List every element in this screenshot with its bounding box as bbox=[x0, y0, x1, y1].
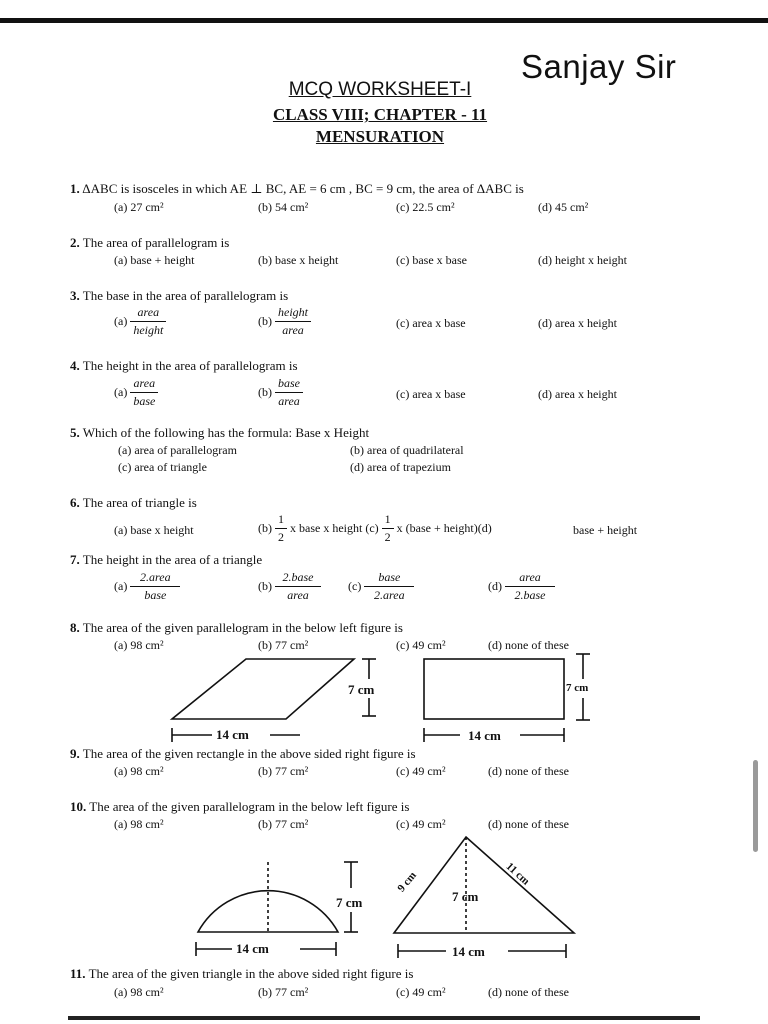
option-b[interactable]: (b) 77 cm² bbox=[258, 817, 309, 831]
fraction: $\frac{\text{2.area}}{\text{base}}$ bbox=[130, 570, 180, 603]
option-a[interactable]: (a) 98 cm² bbox=[114, 817, 164, 831]
triangle-height-label: 7 cm bbox=[452, 889, 479, 904]
semicircle-base-label: 14 cm bbox=[236, 941, 269, 956]
option-d[interactable]: (d) none of these bbox=[488, 764, 569, 778]
option-c[interactable]: (c) 49 cm² bbox=[396, 764, 446, 778]
question-number: 2. bbox=[70, 235, 80, 250]
parallelogram-base-label: 14 cm bbox=[216, 727, 249, 742]
brand-name: Sanjay Sir bbox=[521, 48, 677, 85]
question-number: 6. bbox=[70, 495, 80, 510]
question-text: The area of triangle is bbox=[82, 495, 197, 510]
parallelogram-shape bbox=[172, 659, 354, 719]
question-number: 1. bbox=[70, 181, 80, 196]
rectangle-height-label: 7 cm bbox=[566, 682, 589, 694]
question-number: 11. bbox=[70, 966, 86, 981]
worksheet-title: MCQ WORKSHEET-I bbox=[288, 79, 472, 100]
question-text: The area of the given parallelogram in the below left figure is bbox=[82, 620, 403, 635]
fraction: $\frac{1}{2}$ bbox=[382, 512, 394, 545]
class-chapter: CLASS VIII; CHAPTER - 11 bbox=[272, 105, 488, 124]
question-text: The height in the area of a triangle bbox=[82, 552, 263, 567]
rectangle-shape bbox=[424, 659, 564, 719]
option-c[interactable]: (c) base x base bbox=[396, 253, 467, 267]
option-d[interactable]: (d) $\frac{\text{area}}{\text{2.base}}$ bbox=[488, 570, 555, 603]
option-b[interactable]: (b) base x height bbox=[258, 253, 339, 267]
option-d[interactable]: (d) area of trapezium bbox=[350, 460, 451, 474]
subject-title: MENSURATION bbox=[315, 127, 445, 146]
option-b[interactable]: (b) 77 cm² bbox=[258, 638, 309, 652]
triangle-shape bbox=[394, 837, 574, 933]
option-d[interactable]: base + height bbox=[573, 523, 638, 537]
option-c[interactable]: (c) $\frac{\text{base}}{\text{2.area}}$ bbox=[348, 570, 414, 603]
fraction: $\frac{\text{area}}{\text{base}}$ bbox=[130, 376, 158, 409]
triangle-base-label: 14 cm bbox=[452, 944, 485, 959]
option-b[interactable]: (b) 54 cm² bbox=[258, 200, 309, 214]
fraction: $\frac{\text{height}}{\text{area}}$ bbox=[275, 305, 311, 338]
fraction: $\frac{\text{base}}{\text{2.area}}$ bbox=[364, 570, 414, 603]
option-a[interactable]: (a) 98 cm² bbox=[114, 985, 164, 999]
scrollbar-thumb[interactable] bbox=[753, 760, 758, 852]
bottom-rule bbox=[68, 1016, 700, 1020]
question-number: 5. bbox=[70, 425, 80, 440]
question-text: The area of the given rectangle in the above sided right figure is bbox=[82, 746, 416, 761]
option-a[interactable]: (a) 98 cm² bbox=[114, 764, 164, 778]
option-a[interactable]: (a) 98 cm² bbox=[114, 638, 164, 652]
question-text: The area of the given triangle in the above sided right figure is bbox=[88, 966, 414, 981]
question-text: The height in the area of parallelogram is bbox=[82, 358, 298, 373]
option-a[interactable]: (a) 27 cm² bbox=[114, 200, 164, 214]
question-number: 10. bbox=[70, 799, 87, 814]
option-b[interactable]: (b) $\frac{\text{2.base}}{\text{area}}$ bbox=[258, 570, 321, 603]
fraction: $\frac{\text{area}}{\text{height}}$ bbox=[130, 305, 166, 338]
option-c[interactable]: (c) area of triangle bbox=[118, 460, 207, 474]
option-b[interactable]: (b) $\frac{\text{height}}{\text{area}}$ bbox=[258, 305, 311, 338]
option-a[interactable]: (a) base x height bbox=[114, 523, 194, 537]
semicircle-height-label: 7 cm bbox=[336, 895, 363, 910]
option-a[interactable]: (a) $\frac{\text{2.area}}{\text{base}}$ bbox=[114, 570, 180, 603]
option-d[interactable]: (d) 45 cm² bbox=[538, 200, 589, 214]
option-b[interactable]: (b) 77 cm² bbox=[258, 985, 309, 999]
option-c[interactable]: (c) area x base bbox=[396, 316, 466, 330]
option-d[interactable]: (d) none of these bbox=[488, 985, 569, 999]
question-text: The area of parallelogram is bbox=[82, 235, 230, 250]
question-text: The area of the given parallelogram in the below left figure is bbox=[89, 799, 410, 814]
fraction: $\frac{\text{area}}{\text{2.base}}$ bbox=[505, 570, 555, 603]
option-d[interactable]: (d) none of these bbox=[488, 817, 569, 831]
option-b[interactable]: (b) $\frac{\text{base}}{\text{area}}$ bbox=[258, 376, 303, 409]
option-d[interactable]: (d) area x height bbox=[538, 387, 617, 401]
option-c[interactable]: (c) area x base bbox=[396, 387, 466, 401]
option-a[interactable]: (a) $\frac{\text{area}}{\text{base}}$ bbox=[114, 376, 158, 409]
option-b[interactable]: (b) 77 cm² bbox=[258, 764, 309, 778]
question-number: 8. bbox=[70, 620, 80, 635]
question-number: 4. bbox=[70, 358, 80, 373]
option-d[interactable]: (d) height x height bbox=[538, 253, 627, 267]
fraction: $\frac{\text{base}}{\text{area}}$ bbox=[275, 376, 303, 409]
question-9 bbox=[70, 746, 416, 762]
fraction: $\frac{\text{2.base}}{\text{area}}$ bbox=[275, 570, 321, 603]
option-a[interactable]: (a) base + height bbox=[114, 253, 195, 267]
option-c[interactable]: (c) 49 cm² bbox=[396, 638, 446, 652]
option-b[interactable]: (b) area of quadrilateral bbox=[350, 443, 464, 457]
question-text: The base in the area of parallelogram is bbox=[82, 288, 289, 303]
question-text: Which of the following has the formula: Base x Height bbox=[82, 425, 370, 440]
question-text: ΔABC is isosceles in which AE ⊥ BC, AE = 6 cm , BC = 9 cm, the area of ΔABC is bbox=[82, 181, 524, 196]
option-a[interactable]: (a) area of parallelogram bbox=[118, 443, 237, 457]
option-c[interactable]: (c) 22.5 cm² bbox=[396, 200, 455, 214]
question-number: 3. bbox=[70, 288, 80, 303]
option-d[interactable]: (d) area x height bbox=[538, 316, 617, 330]
triangle-left-side-label: 9 cm bbox=[395, 869, 419, 895]
question-number: 9. bbox=[70, 746, 80, 761]
option-b[interactable]: (b) $\frac{1}{2}$ x base x height (c) $\frac{1}{2}$ x (base + height)(d) bbox=[258, 512, 492, 544]
parallelogram-height-label: 7 cm bbox=[348, 682, 375, 697]
triangle-right-side-label: 11 cm bbox=[503, 860, 532, 888]
option-a[interactable]: (a) $\frac{\text{area}}{\text{height}}$ bbox=[114, 305, 166, 338]
rectangle-base-label: 14 cm bbox=[468, 728, 501, 743]
question-11 bbox=[70, 966, 413, 982]
option-d[interactable]: (d) none of these bbox=[488, 638, 569, 652]
question-number: 7. bbox=[70, 552, 80, 567]
fraction: $\frac{1}{2}$ bbox=[275, 512, 287, 545]
option-c[interactable]: (c) 49 cm² bbox=[396, 817, 446, 831]
question-10 bbox=[70, 799, 409, 815]
option-c[interactable]: (c) 49 cm² bbox=[396, 985, 446, 999]
